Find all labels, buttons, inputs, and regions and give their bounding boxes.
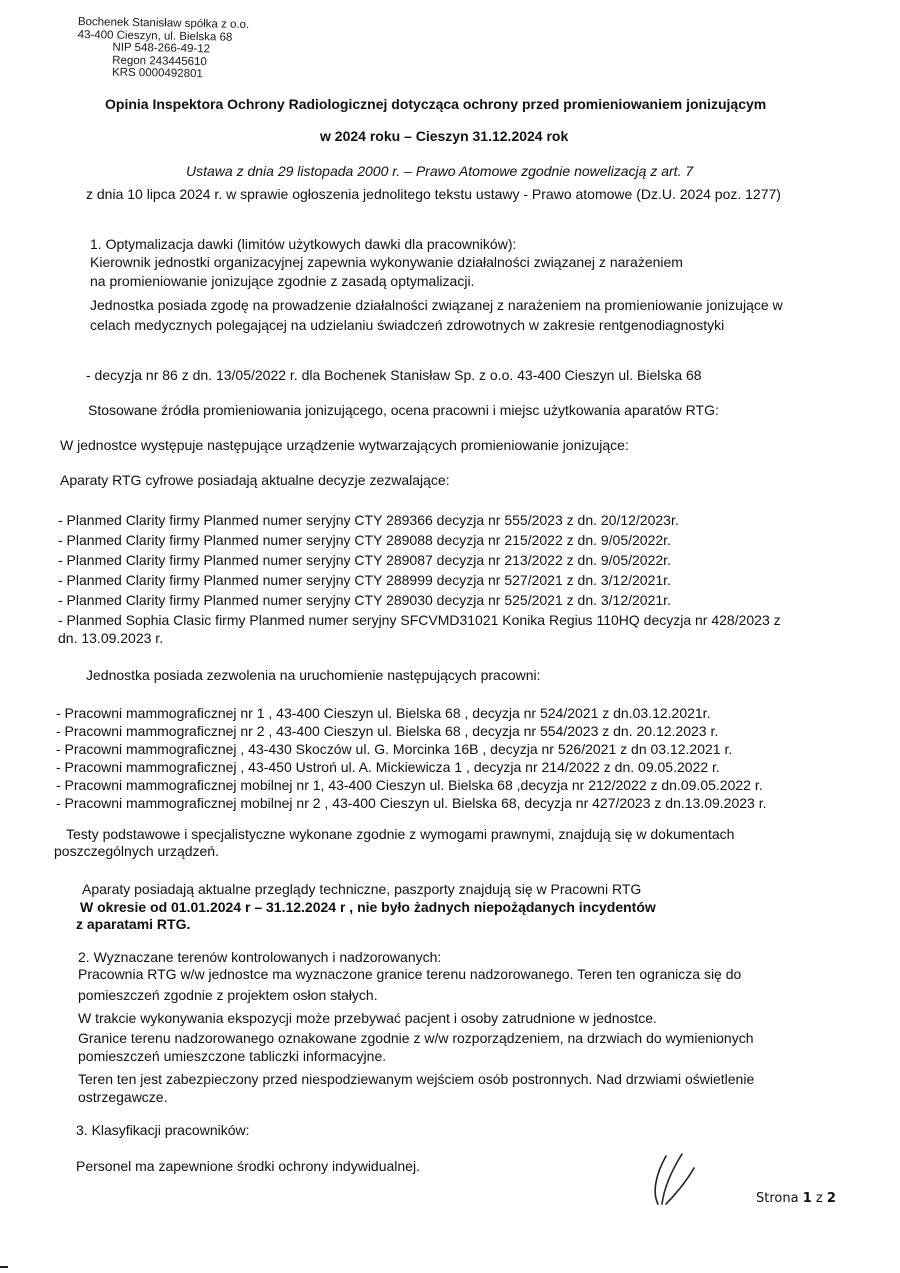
law-reference-line1: Ustawa z dnia 29 listopada 2000 r. – Prawo Atomowe zgodnie nowelizacją z art. 7 [186, 163, 694, 179]
section2-line: W trakcie wykonywania ekspozycji może przebywać pacjent i osoby zatrudnione w jednostce. [78, 1010, 657, 1026]
device-item: - Planmed Clarity firmy Planmed numer seryjny CTY 288999 decyzja nr 527/2021 z dn. 3/12/2021r. [58, 572, 671, 588]
page-number [756, 1191, 836, 1206]
incident-period-line1: W okresie od 01.01.2024 r – 31.12.2024 r , nie było żadnych niepożądanych incydentów [80, 899, 656, 915]
room-item: - Pracowni mammograficznej nr 1 , 43-400 Cieszyn ul. Bielska 68 , decyzja nr 524/2021 z dn.03.12.2021r. [56, 705, 711, 721]
incident-period-line2: z aparatami RTG. [76, 916, 191, 932]
device-item: - Planmed Clarity firmy Planmed numer seryjny CTY 289088 decyzja nr 215/2022 z dn. 9/05/2022r. [58, 532, 671, 548]
room-item: - Pracowni mammograficznej , 43-430 Skoczów ul. G. Morcinka 16B , decyzja nr 526/2021 z dn 03.12.2021 r. [56, 741, 733, 757]
stamp-address: 43-400 Cieszyn, ul. Bielska 68 [77, 28, 233, 44]
unit-devices-line: W jednostce występuje następujące urządzenie wytwarzających promieniowanie jonizujące: [60, 437, 629, 453]
device-item: - Planmed Clarity firmy Planmed numer seryjny CTY 289030 decyzja nr 525/2021 z dn. 3/12/2021r. [58, 592, 671, 608]
section2-line: pomieszczeń zgodnie z projektem osłon stałych. [78, 987, 378, 1003]
section1-heading: 1. Optymalizacja dawki (limitów użytkowych dawki dla pracowników): [90, 236, 517, 252]
device-item: - Planmed Sophia Clasic firmy Planmed numer seryjny SFCVMD31021 Konika Regius 110HQ decyzja nr 428/2023 z [58, 612, 781, 628]
rooms-intro: Jednostka posiada zezwolenia na uruchomienie następujących pracowni: [86, 667, 541, 683]
section3-heading: 3. Klasyfikacji pracowników: [76, 1122, 250, 1138]
section1-line: celach medycznych polegającej na udzielaniu świadczeń zdrowotnych w zakresie rentgenodiagnostyki [90, 317, 725, 333]
scan-mark [0, 1266, 8, 1268]
devices-intro: Aparaty RTG cyfrowe posiadają aktualne decyzje zezwalające: [60, 472, 450, 488]
section2-line: Granice terenu nadzorowanego oznakowane zgodnie z w/w rozporządzeniem, na drzwiach do wymienionych [78, 1030, 754, 1046]
tests-line1: Testy podstawowe i specjalistyczne wykonane zgodnie z wymogami prawnymi, znajdują się w dokumentach [66, 826, 735, 842]
device-item: - Planmed Clarity firmy Planmed numer seryjny CTY 289087 decyzja nr 213/2022 z dn. 9/05/2022r. [58, 552, 671, 568]
stamp-company-name: Bochenek Stanisław spółka z o.o. [77, 16, 250, 31]
law-reference-line2: z dnia 10 lipca 2024 r. w sprawie ogłoszenia jednolitego tekstu ustawy - Prawo atomowe (Dz.U. 2024 poz. 1277) [86, 186, 781, 202]
section2-heading: 2. Wyznaczane terenów kontrolowanych i nadzorowanych: [78, 949, 442, 965]
sources-line: Stosowane źródła promieniowania jonizującego, ocena pracowni i miejsc użytkowania aparatów RTG: [88, 402, 719, 418]
decision-line: - decyzja nr 86 z dn. 13/05/2022 r. dla Bochenek Stanisław Sp. z o.o. 43-400 Cieszyn ul. Bielska 68 [86, 367, 702, 383]
company-stamp [77, 16, 249, 81]
room-item: - Pracowni mammograficznej nr 2 , 43-400 Cieszyn ul. Bielska 68 , decyzja nr 554/2023 z dn. 20.12.2023 r. [56, 723, 719, 739]
device-item: - Planmed Clarity firmy Planmed numer seryjny CTY 289366 decyzja nr 555/2023 z dn. 20/12/2023r. [58, 512, 679, 528]
tests-line2: poszczególnych urządzeń. [54, 843, 219, 859]
inspections-line: Aparaty posiadają aktualne przeglądy techniczne, paszporty znajdują się w Pracowni RTG [82, 881, 642, 897]
section1-line: Kierownik jednostki organizacyjnej zapewnia wykonywanie działalności związanej z narażeniem [90, 254, 683, 270]
section2-line: Teren ten jest zabezpieczony przed niespodziewanym wejściem osób postronnych. Nad drzwiami oświetlenie [78, 1071, 755, 1087]
stamp-regon: Regon 243445610 [112, 54, 207, 68]
page-current: 1 [802, 1191, 812, 1206]
section2-line: ostrzegawcze. [78, 1089, 168, 1105]
section1-line: na promieniowanie jonizujące zgodnie z zasadą optymalizacji. [90, 273, 475, 289]
signature-icon [644, 1148, 704, 1210]
device-item-cont: dn. 13.09.2023 r. [58, 630, 164, 646]
stamp-nip: NIP 548-266-49-12 [112, 41, 211, 56]
room-item: - Pracowni mammograficznej mobilnej nr 1, 43-400 Cieszyn ul. Bielska 68 ,decyzja nr 212/2022 z dn.09.05.2022 r. [56, 777, 763, 793]
page-total: 2 [826, 1191, 836, 1206]
section2-line: Pracownia RTG w/w jednostce ma wyznaczone granice terenu nadzorowanego. Teren ten ogranicza się do [78, 966, 742, 982]
section3-text: Personel ma zapewnione środki ochrony indywidualnej. [76, 1158, 420, 1174]
page-label: Strona [756, 1191, 803, 1206]
room-item: - Pracowni mammograficznej , 43-450 Ustroń ul. A. Mickiewicza 1 , decyzja nr 214/2022 z dn. 09.05.2022 r. [56, 759, 720, 775]
section2-line: pomieszczeń umieszczone tabliczki informacyjne. [78, 1048, 387, 1064]
document-title: Opinia Inspektora Ochrony Radiologicznej dotycząca ochrony przed promieniowaniem jonizującym [105, 96, 767, 112]
page-separator: z [811, 1191, 827, 1206]
stamp-krs: KRS 0000492801 [111, 66, 203, 81]
section1-line: Jednostka posiada zgodę na prowadzenie działalności związanej z narażeniem na promieniowanie jonizujące w [90, 297, 783, 313]
document-subtitle: w 2024 roku – Cieszyn 31.12.2024 rok [320, 128, 569, 144]
room-item: - Pracowni mammograficznej mobilnej nr 2 , 43-400 Cieszyn ul. Bielska 68, decyzja nr 427/2023 z dn.13.09.2023 r. [56, 795, 767, 811]
